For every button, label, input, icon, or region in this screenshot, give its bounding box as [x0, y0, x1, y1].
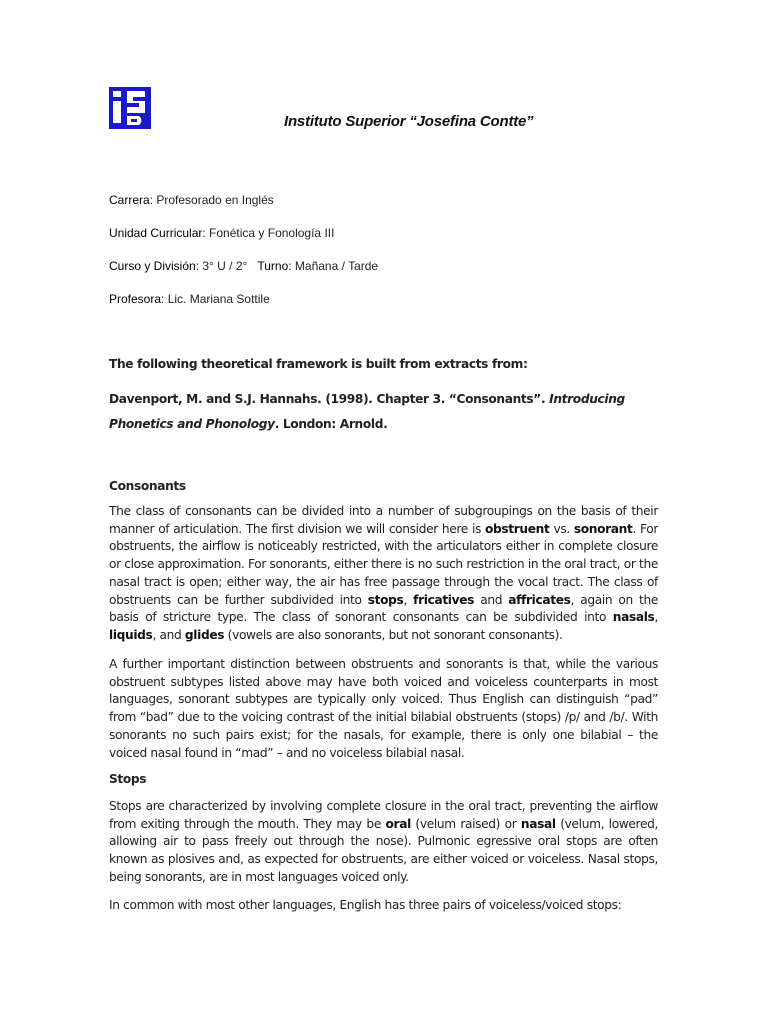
- institute-name: Instituto Superior “Josefina Contte”: [284, 113, 534, 130]
- term-sonorant: sonorant: [573, 521, 633, 536]
- framework-intro: The following theoretical framework is built from extracts from:: [109, 357, 528, 371]
- reference-authors: Davenport, M. and S.J. Hannahs. (1998). Chapter 3. “Consonants”.: [109, 392, 550, 406]
- meta-unidad: [109, 226, 334, 240]
- consonants-heading: Consonants: [109, 479, 186, 493]
- term-obstruent: obstruent: [484, 521, 550, 536]
- curso-label: Curso y División: [109, 259, 196, 273]
- stops-paragraph: Stops are characterized by involving complete closure in the oral tract, preventing the airflow from exiting through the mouth. They may be oral (velum raised) or nasal (velum, lowered, allowing air to pass freely out through the nose). Pulmonic egressive oral stops are often known as plosives and, as expected for obstruents, are either voiced or voiceless. Nasal stops, being sonorants, are in most languages voiced only.: [109, 799, 659, 884]
- turno-label: Turno: [257, 259, 289, 273]
- unidad-label: Unidad Curricular: [109, 226, 203, 240]
- consonants-paragraph: The class of consonants can be divided into a number of subgroupings on the basis of their manner of articulation. The first division we will consider here is obstruent vs. sonorant. For obstruents, the airflow is noticeably restricted, with the articulators either in complete closure or close approximation. For sonorants, either there is no such restriction in the oral tract, or the nasal tract is open; either way, the air has free passage through the vocal tract. The class of obstruents can be further subdivided into stops, fricatives and affricates, again on the basis of stricture type. The class of sonorant consonants can be subdivided into nasals, liquids, and glides (vowels are also sonorants, but not sonorant consonants).: [109, 504, 658, 642]
- unidad-value: : Fonética y Fonología III: [202, 226, 335, 240]
- meta-carrera: [109, 193, 274, 207]
- carrera-label: Carrera: [109, 193, 150, 207]
- term-liquids: liquids: [109, 627, 153, 642]
- meta-curso: [109, 259, 378, 273]
- carrera-value: : Profesorado en Inglés: [149, 193, 274, 207]
- stops-pairs-paragraph: In common with most other languages, English has three pairs of voiceless/voiced stops:: [109, 898, 622, 912]
- term-fricatives: fricatives: [413, 592, 475, 607]
- stops-heading: Stops: [109, 772, 147, 786]
- term-glides: glides: [184, 627, 225, 642]
- profesora-value: : Lic. Mariana Sottile: [161, 292, 270, 306]
- term-nasals: nasals: [612, 610, 655, 625]
- term-affricates: affricates: [508, 592, 571, 607]
- curso-value: : 3° U / 2°: [195, 259, 248, 273]
- reference-publisher: . London: Arnold.: [274, 417, 388, 431]
- profesora-label: Profesora: [109, 292, 162, 306]
- meta-profesora: [109, 292, 270, 306]
- reference-title: Introducing Phonetics and Phonology: [109, 392, 625, 431]
- term-stops: stops: [367, 592, 404, 607]
- term-oral: oral: [385, 816, 411, 831]
- term-nasal: nasal: [520, 816, 556, 831]
- reference: [109, 387, 658, 437]
- turno-value: : Mañana / Tarde: [288, 259, 379, 273]
- distinction-paragraph: A further important distinction between obstruents and sonorants is that, while the various obstruent subtypes listed above may have both voiced and voiceless counterparts in most languages, sonorant subtypes are typically only voiced. Thus English can distinguish “pad” from “bad” due to the voicing contrast of the initial bilabial obstruents (stops) /p/ and /b/. With sonorants no such pairs exist; for the nasals, for example, there is only one bilabial – the voiced nasal found in “mad” – and no voiceless bilabial nasal.: [109, 657, 658, 760]
- institute-logo: [109, 87, 151, 129]
